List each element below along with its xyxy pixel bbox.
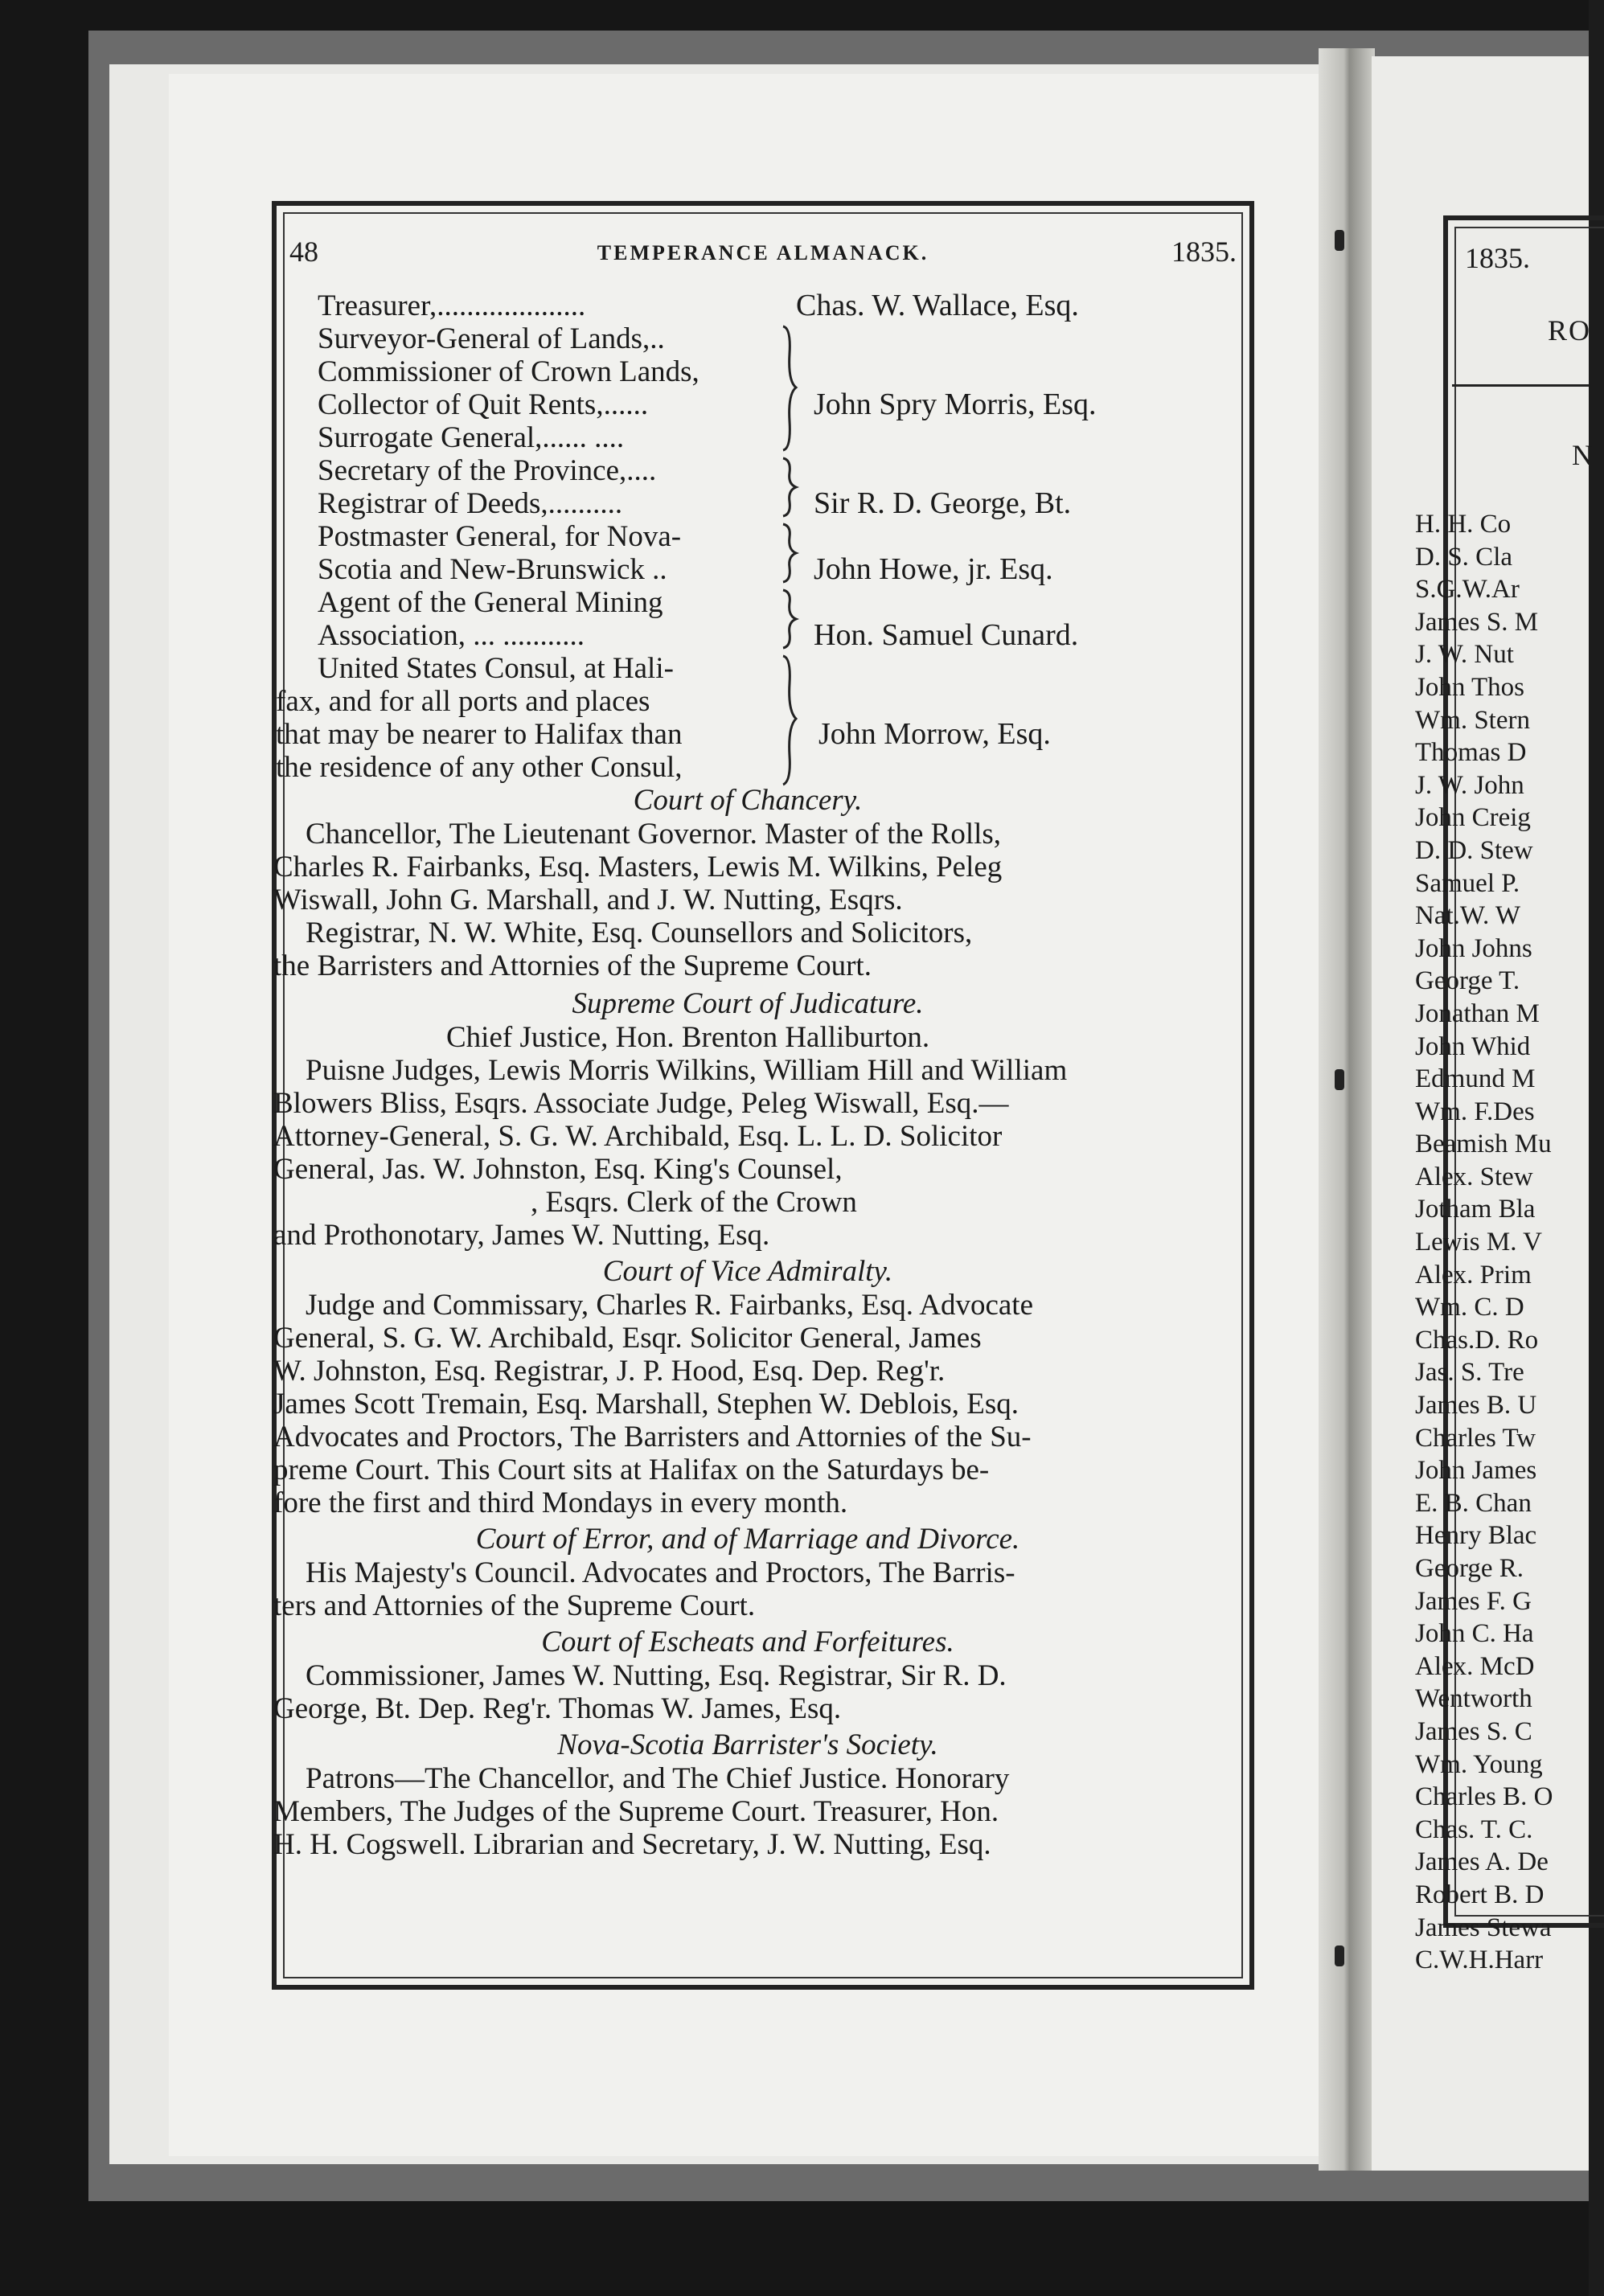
list-item: Samuel P.: [1415, 868, 1520, 898]
right-page-heading: RO: [1548, 314, 1592, 346]
list-item: Alex. Prim: [1415, 1260, 1532, 1289]
section-body-court-of-error: [273, 1556, 1222, 1622]
list-item: Wm. Young: [1415, 1749, 1543, 1779]
text-line: Chancellor, The Lieutenant Governor. Master of the Rolls,: [306, 818, 1002, 851]
officer-holder: Hon. Samuel Cunard.: [814, 618, 1079, 652]
text-line: Members, The Judges of the Supreme Court. Treasurer, Hon.: [273, 1795, 999, 1828]
list-item: H. H. Co: [1415, 510, 1512, 539]
page-header: [286, 235, 1240, 280]
list-item: Alex. Stew: [1415, 1162, 1533, 1191]
binding-stitch: [1335, 1945, 1344, 1966]
right-page-year: 1835.: [1465, 242, 1530, 274]
section-title-court-of-error: Court of Error, and of Marriage and Divorce.: [475, 1523, 1020, 1556]
page-number: 48: [289, 236, 318, 268]
text-line: fore the first and third Mondays in every month.: [273, 1486, 848, 1519]
brace-icon: [783, 524, 796, 582]
officer-holder: John Howe, jr. Esq.: [814, 552, 1053, 586]
text-line: George, Bt. Dep. Reg'r. Thomas W. James, Esq.: [273, 1692, 842, 1725]
list-item: Charles B. O: [1415, 1782, 1553, 1812]
brace-icon: [783, 326, 796, 450]
officer-row: [273, 586, 1222, 619]
officer-row: [273, 619, 1222, 652]
section-title-vice-admiralty: Court of Vice Admiralty.: [602, 1255, 893, 1288]
officer-title: Registrar of Deeds,..........: [318, 487, 623, 520]
list-item: Charles Tw: [1415, 1423, 1536, 1453]
officer-title: Association, ... ...........: [318, 619, 585, 652]
officer-title: Agent of the General Mining: [318, 586, 663, 619]
section-body-barristers-society: [273, 1762, 1222, 1861]
text-line: preme Court. This Court sits at Halifax on the Saturdays be-: [273, 1453, 990, 1486]
page-year: 1835.: [1171, 236, 1237, 268]
officer-title: that may be nearer to Halifax than: [276, 718, 683, 751]
officer-holder: John Spry Morris, Esq.: [814, 387, 1097, 421]
list-item: Wm. C. D: [1415, 1293, 1524, 1322]
text-line: Registrar, N. W. White, Esq. Counsellors and Solicitors,: [306, 916, 973, 949]
list-item: Nat.W. W: [1415, 901, 1521, 931]
section-body-supreme-court: [273, 1021, 1222, 1252]
list-item: J. W. John: [1415, 770, 1524, 800]
officer-row: [273, 289, 1222, 322]
officer-row: [273, 355, 1222, 388]
list-item: James Stewa: [1415, 1913, 1552, 1942]
list-item: Beamish Mu: [1415, 1130, 1552, 1159]
officer-title: fax, and for all ports and places: [276, 685, 650, 718]
list-item: Henry Blac: [1415, 1521, 1537, 1551]
list-item: Thomas D: [1415, 738, 1527, 768]
officer-title: Surveyor-General of Lands,..: [318, 322, 665, 355]
list-item: Lewis M. V: [1415, 1228, 1542, 1257]
text-line: W. Johnston, Esq. Registrar, J. P. Hood, Esq. Dep. Reg'r.: [273, 1355, 946, 1388]
officer-title: Postmaster General, for Nova-: [318, 520, 682, 553]
officer-title: Secretary of the Province,....: [318, 454, 657, 487]
officer-holder: Chas. W. Wallace, Esq.: [796, 289, 1079, 322]
text-line: His Majesty's Council. Advocates and Proctors, The Barris-: [306, 1556, 1015, 1589]
list-item: Edmund M: [1415, 1064, 1536, 1094]
text-line: ters and Attornies of the Supreme Court.: [273, 1589, 756, 1622]
list-item: John James: [1415, 1456, 1537, 1486]
officer-row: [273, 487, 1222, 520]
text-line: General, S. G. W. Archibald, Esqr. Solicitor General, James: [273, 1322, 982, 1355]
list-item: John C. Ha: [1415, 1619, 1534, 1649]
right-page-name-list: [1415, 508, 1553, 1977]
list-item: Chas.D. Ro: [1415, 1325, 1539, 1355]
list-item: Robert B. D: [1415, 1880, 1545, 1909]
binding-stitch: [1335, 1069, 1344, 1090]
section-body-vice-admiralty: [273, 1289, 1222, 1519]
list-item: S.G.W.Ar: [1415, 575, 1520, 605]
officer-row: [273, 685, 1222, 718]
list-item: John Johns: [1415, 933, 1532, 963]
text-line: the Barristers and Attornies of the Supreme Court.: [273, 949, 872, 982]
list-item: James A. De: [1415, 1847, 1549, 1877]
binding-stitch: [1335, 230, 1344, 251]
text-line: General, Jas. W. Johnston, Esq. King's Counsel,: [273, 1153, 843, 1186]
list-item: J. W. Nut: [1415, 640, 1514, 670]
list-item: D. S. Cla: [1415, 542, 1513, 572]
list-item: C.W.H.Harr: [1415, 1945, 1544, 1975]
text-line: Wiswall, John G. Marshall, and J. W. Nutting, Esqrs.: [273, 884, 903, 916]
list-item: Jotham Bla: [1415, 1195, 1536, 1224]
right-page-subheading: N: [1572, 439, 1593, 471]
list-item: John Thos: [1415, 672, 1524, 702]
text-line: Patrons—The Chancellor, and The Chief Justice. Honorary: [306, 1762, 1010, 1795]
section-title-supreme-court: Supreme Court of Judicature.: [572, 987, 924, 1020]
officer-title: Scotia and New-Brunswick ..: [318, 553, 667, 586]
list-item: James B. U: [1415, 1391, 1537, 1421]
book-gutter: [1319, 48, 1375, 2171]
list-item: Wentworth: [1415, 1684, 1532, 1714]
text-line: Chief Justice, Hon. Brenton Halliburton.: [446, 1021, 930, 1054]
officer-row: [273, 322, 1222, 355]
brace-icon: [783, 590, 796, 648]
officer-row: [273, 718, 1222, 751]
officer-holder: Sir R. D. George, Bt.: [814, 486, 1072, 520]
officer-row: [273, 553, 1222, 586]
officer-title: United States Consul, at Hali-: [318, 652, 674, 685]
list-item: John Creig: [1415, 803, 1531, 833]
list-item: John Whid: [1415, 1031, 1531, 1061]
text-line: James Scott Tremain, Esq. Marshall, Stephen W. Deblois, Esq.: [273, 1388, 1019, 1421]
list-item: D. D. Stew: [1415, 835, 1533, 865]
brace-icon: [783, 458, 796, 516]
section-title-barristers-society: Nova-Scotia Barrister's Society.: [557, 1728, 938, 1761]
list-item: Chas. T. C.: [1415, 1814, 1533, 1844]
section-body-escheats: [273, 1659, 1222, 1725]
section-title-escheats: Court of Escheats and Forfeitures.: [541, 1626, 954, 1658]
text-line: and Prothonotary, James W. Nutting, Esq.: [273, 1219, 770, 1252]
officer-row: [273, 454, 1222, 487]
section-title-chancery: Court of Chancery.: [633, 784, 863, 817]
officer-title: Surrogate General,...... ....: [318, 421, 625, 454]
running-title: TEMPERANCE ALMANACK.: [597, 241, 929, 264]
text-line: Judge and Commissary, Charles R. Fairbanks, Esq. Advocate: [306, 1289, 1034, 1322]
right-page-rule: [1452, 384, 1589, 387]
list-item: Jas. S. Tre: [1415, 1358, 1524, 1388]
officer-title: the residence of any other Consul,: [276, 751, 683, 784]
text-line: , Esqrs. Clerk of the Crown: [531, 1186, 857, 1219]
text-line: H. H. Cogswell. Librarian and Secretary, J. W. Nutting, Esq.: [273, 1828, 991, 1861]
list-item: George T.: [1415, 966, 1520, 996]
text-line: Charles R. Fairbanks, Esq. Masters, Lewis M. Wilkins, Peleg: [273, 851, 1003, 884]
officer-title: Treasurer,....................: [318, 289, 586, 322]
list-item: James S. C: [1415, 1716, 1532, 1746]
officer-row: [273, 652, 1222, 685]
officers-list: [273, 289, 1222, 784]
list-item: E. B. Chan: [1415, 1488, 1532, 1518]
page-content: [273, 289, 1222, 1861]
list-item: James S. M: [1415, 607, 1539, 637]
list-item: Alex. McD: [1415, 1651, 1535, 1681]
grouping-braces: [778, 322, 810, 820]
brace-icon: [783, 656, 796, 785]
list-item: George R.: [1415, 1554, 1524, 1583]
text-line: Attorney-General, S. G. W. Archibald, Esq. L. L. D. Solicitor: [273, 1120, 1003, 1153]
officer-title: Commissioner of Crown Lands,: [318, 355, 699, 388]
officer-holder: John Morrow, Esq.: [818, 717, 1051, 751]
officer-row: [273, 520, 1222, 553]
officer-title: Collector of Quit Rents,......: [318, 388, 649, 421]
list-item: Wm. F.Des: [1415, 1097, 1535, 1126]
section-body-chancery: [273, 818, 1222, 982]
text-line: Blowers Bliss, Esqrs. Associate Judge, Peleg Wiswall, Esq.—: [273, 1087, 1009, 1120]
text-line: Advocates and Proctors, The Barristers and Attornies of the Su-: [273, 1421, 1032, 1453]
officer-row: [273, 751, 1222, 784]
list-item: Jonathan M: [1415, 998, 1540, 1028]
officer-row: [273, 421, 1222, 454]
text-line: Commissioner, James W. Nutting, Esq. Registrar, Sir R. D.: [306, 1659, 1007, 1692]
list-item: Wm. Stern: [1415, 705, 1530, 735]
list-item: James F. G: [1415, 1586, 1532, 1616]
officer-row: [273, 388, 1222, 421]
text-line: Puisne Judges, Lewis Morris Wilkins, William Hill and William: [306, 1054, 1068, 1087]
